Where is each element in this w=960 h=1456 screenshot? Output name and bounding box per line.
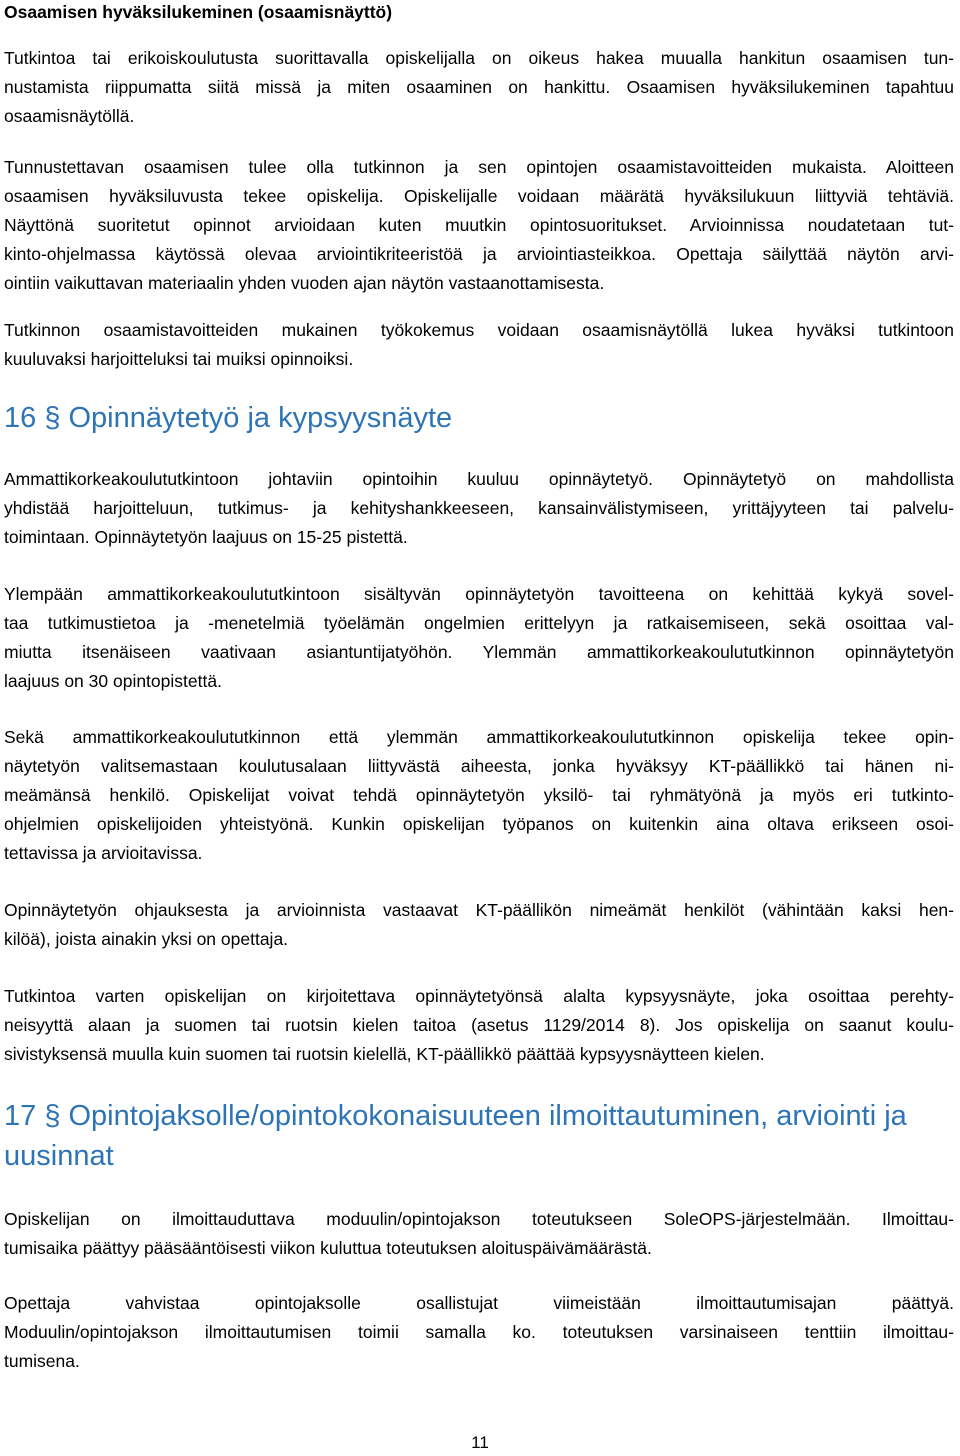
- paragraph-7: [4, 896, 954, 954]
- paragraph-line: Sekä ammattikorkeakoulututkinnon että ylemmän ammattikorkeakoulututkinnon opiskelija tekee opin-: [4, 727, 954, 747]
- paragraph-line: osaamisen hyväksiluvusta tekee opiskelija. Opiskelijalle voidaan määrätä hyväksilukuun liittyviä tehtäviä.: [4, 186, 954, 206]
- paragraph-8: [4, 982, 954, 1069]
- paragraph-1: [4, 44, 954, 131]
- section-heading-osaamisen-hyvaksilukeminen: Osaamisen hyväksilukeminen (osaamisnäyttö): [4, 2, 393, 22]
- paragraph-line: sivistyksensä muulla kuin suomen tai ruotsin kielellä, KT-päällikkö päättää kypsyysnäytteen kielen.: [4, 1044, 765, 1064]
- paragraph-line: tumisena.: [4, 1351, 80, 1371]
- paragraph-2: [4, 153, 954, 298]
- paragraph-line: Ammattikorkeakoulututkintoon johtaviin opintoihin kuuluu opinnäytetyö. Opinnäytetyö on mahdollista: [4, 469, 954, 489]
- paragraph-line: Tutkintoa varten opiskelijan on kirjoitettava opinnäytetyönsä alalta kypsyysnäyte, joka osoittaa perehty-: [4, 986, 954, 1006]
- paragraph-line: Opinnäytetyön ohjauksesta ja arvioinnista vastaavat KT-päällikön nimeämät henkilöt (vähintään kaksi hen-: [4, 900, 954, 920]
- paragraph-line: kilöä), joista ainakin yksi on opettaja.: [4, 929, 289, 949]
- paragraph-line: yhdistää harjoitteluun, tutkimus- ja kehityshankkeeseen, kansainvälistymiseen, yrittäjyyteen tai palvelu-: [4, 498, 954, 518]
- paragraph-line: tettavissa ja arvioitavissa.: [4, 843, 203, 863]
- paragraph-line: kinto-ohjelmassa käytössä olevaa arviointikriteeristöä ja arviointiasteikkoa. Opettaja säilyttää näytön arvi-: [4, 244, 954, 264]
- paragraph-line: Opettaja vahvistaa opintojaksolle osallistujat viimeistään ilmoittautumisajan päättyä.: [4, 1293, 954, 1313]
- heading-17-ilmoittautuminen-line-2: uusinnat: [4, 1140, 114, 1172]
- heading-17-ilmoittautuminen-line-1: 17 § Opintojaksolle/opintokokonaisuuteen ilmoittautuminen, arviointi ja: [4, 1100, 907, 1132]
- paragraph-line: näytetyön valitsemastaan koulutusalaan liittyvästä aiheesta, jonka hyväksyy KT-päällikkö tai hänen ni-: [4, 756, 954, 776]
- paragraph-line: Ylempään ammattikorkeakoulututkintoon sisältyvän opinnäytetyön tavoitteena on kehittää kykyä sovel-: [4, 584, 954, 604]
- paragraph-line: osaamisnäytöllä.: [4, 106, 135, 126]
- paragraph-line: miutta itsenäiseen vaativaan asiantuntijatyöhön. Ylemmän ammattikorkeakoulututkinnon opinnäytetyön: [4, 642, 954, 662]
- paragraph-line: nustamista riippumatta siitä missä ja miten osaaminen on hankittu. Osaamisen hyväksilukeminen tapahtuu: [4, 77, 954, 97]
- paragraph-4: [4, 465, 954, 552]
- paragraph-line: Tunnustettavan osaamisen tulee olla tutkinnon ja sen opintojen osaamistavoitteiden mukaista. Aloitteen: [4, 157, 954, 177]
- paragraph-line: Opiskelijan on ilmoittauduttava moduulin/opintojakson toteutukseen SoleOPS-järjestelmään. Ilmoittau-: [4, 1209, 954, 1229]
- paragraph-line: toimintaan. Opinnäytetyön laajuus on 15-25 pistettä.: [4, 527, 408, 547]
- paragraph-line: neisyyttä alaan ja suomen tai ruotsin kielen taitoa (asetus 1129/2014 8). Jos opiskelija on saanut koulu-: [4, 1015, 954, 1035]
- paragraph-3: [4, 316, 954, 374]
- paragraph-line: Näyttönä suoritetut opinnot arvioidaan kuten muutkin opintosuoritukset. Arvioinnissa noudatetaan tut-: [4, 215, 954, 235]
- paragraph-line: taa tutkimustietoa ja -menetelmiä työelämän ongelmien erittelyyn ja ratkaisemiseen, sekä osoittaa val-: [4, 613, 954, 633]
- paragraph-line: laajuus on 30 opintopistettä.: [4, 671, 222, 691]
- paragraph-line: ohjelmien opiskelijoiden yhteistyönä. Kunkin opiskelijan työpanos on kuitenkin aina oltava erikseen osoi-: [4, 814, 954, 834]
- paragraph-5: [4, 580, 954, 696]
- paragraph-line: meämänsä henkilö. Opiskelijat voivat tehdä opinnäytetyön yksilö- tai ryhmätyönä ja myös eri tutkinto-: [4, 785, 954, 805]
- paragraph-9: [4, 1205, 954, 1263]
- paragraph-line: ointiin vaikuttavan materiaalin yhden vuoden ajan näytön vastaanottamisesta.: [4, 273, 605, 293]
- paragraph-line: tumisaika päättyy pääsääntöisesti viikon kuluttua toteutuksen aloituspäivämäärästä.: [4, 1238, 652, 1258]
- paragraph-line: Moduulin/opintojakson ilmoittautumisen toimii samalla ko. toteutuksen varsinaiseen tenttiin ilmoittau-: [4, 1322, 954, 1342]
- paragraph-line: kuuluvaksi harjoitteluksi tai muiksi opinnoiksi.: [4, 349, 354, 369]
- paragraph-10: [4, 1289, 954, 1376]
- heading-16-opinnaytetyo: 16 § Opinnäytetyö ja kypsyysnäyte: [4, 402, 453, 434]
- page-number: 11: [471, 1433, 489, 1452]
- paragraph-line: Tutkinnon osaamistavoitteiden mukainen työkokemus voidaan osaamisnäytöllä lukea hyväksi tutkintoon: [4, 320, 954, 340]
- paragraph-line: Tutkintoa tai erikoiskoulutusta suorittavalla opiskelijalla on oikeus hakea muualla hankitun osaamisen tun-: [4, 48, 954, 68]
- paragraph-6: [4, 723, 954, 868]
